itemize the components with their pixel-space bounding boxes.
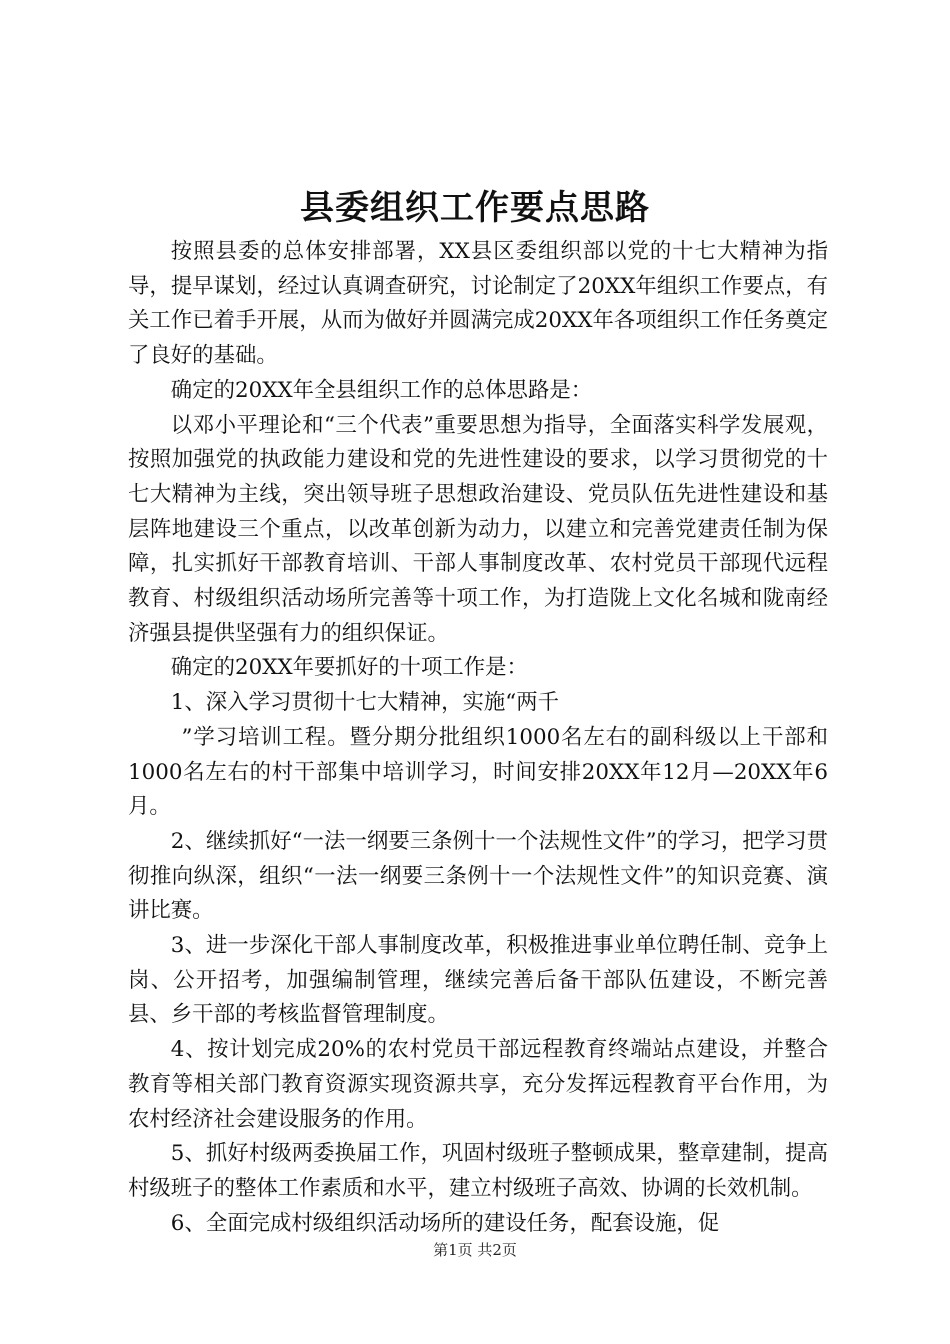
paragraph-task-1-start: 1、深入学习贯彻十七大精神，实施“两千: [170, 690, 559, 716]
paragraph-task-5: 5、抓好村级两委换届工作，巩固村级班子整顿成果，整章建制，提高村级班子的整体工作素质和水平，建立村级班子高效、协调的长效机制。: [128, 1141, 828, 1201]
page-number-footer: 第1页 共2页: [433, 1241, 517, 1259]
paragraph-task-4: 4、按计划完成20%的农村党员干部远程教育终端站点建设，并整合教育等相关部门教育资源实现资源共享，充分发挥远程教育平台作用，为农村经济社会建设服务的作用。: [128, 1037, 828, 1132]
paragraph-ten-tasks-heading: 确定的20XX年要抓好的十项工作是：: [170, 655, 528, 681]
paragraph-task-1-cont: ”学习培训工程。暨分期分批组织1000名左右的副科级以上干部和1000名左右的村干部集中培训学习，时间安排20XX年12月—20XX年6月。: [128, 724, 828, 820]
paragraph-overall-idea: 以邓小平理论和“三个代表”重要思想为指导，全面落实科学发展观，按照加强党的执政能力建设和党的先进性建设的要求，以学习贯彻党的十七大精神为主线，突出领导班子思想政治建设、党员队伍先进性建设和基层阵地建设三个重点，以改革创新为动力，以建立和完善党建责任制为保障，扎实抓好干部教育培训、干部人事制度改革、农村党员干部现代远程教育、村级组织活动场所完善等十项工作，为打造陇上文化名城和陇南经济强县提供坚强有力的组织保证。: [128, 412, 828, 646]
paragraph-task-3: 3、进一步深化干部人事制度改革，积极推进事业单位聘任制、竞争上岗、公开招考，加强编制管理，继续完善后备干部队伍建设，不断完善县、乡干部的考核监督管理制度。: [128, 933, 828, 1028]
paragraph-overall-idea-heading: 确定的20XX年全县组织工作的总体思路是：: [170, 377, 593, 403]
document-title: 县委组织工作要点思路: [300, 188, 650, 228]
document-body: [128, 235, 828, 1241]
paragraph-intro: 按照县委的总体安排部署，XX县区委组织部以党的十七大精神为指导，提早谋划，经过认真调查研究，讨论制定了20XX年组织工作要点，有关工作已着手开展，从而为做好并圆满完成20XX年各项组织工作任务奠定了良好的基础。: [128, 239, 828, 369]
paragraph-task-6: 6、全面完成村级组织活动场所的建设任务，配套设施，促: [170, 1210, 720, 1236]
paragraph-task-2: 2、继续抓好“一法一纲要三条例十一个法规性文件”的学习，把学习贯彻推向纵深，组织“一法一纲要三条例十一个法规性文件”的知识竞赛、演讲比赛。: [128, 828, 828, 924]
